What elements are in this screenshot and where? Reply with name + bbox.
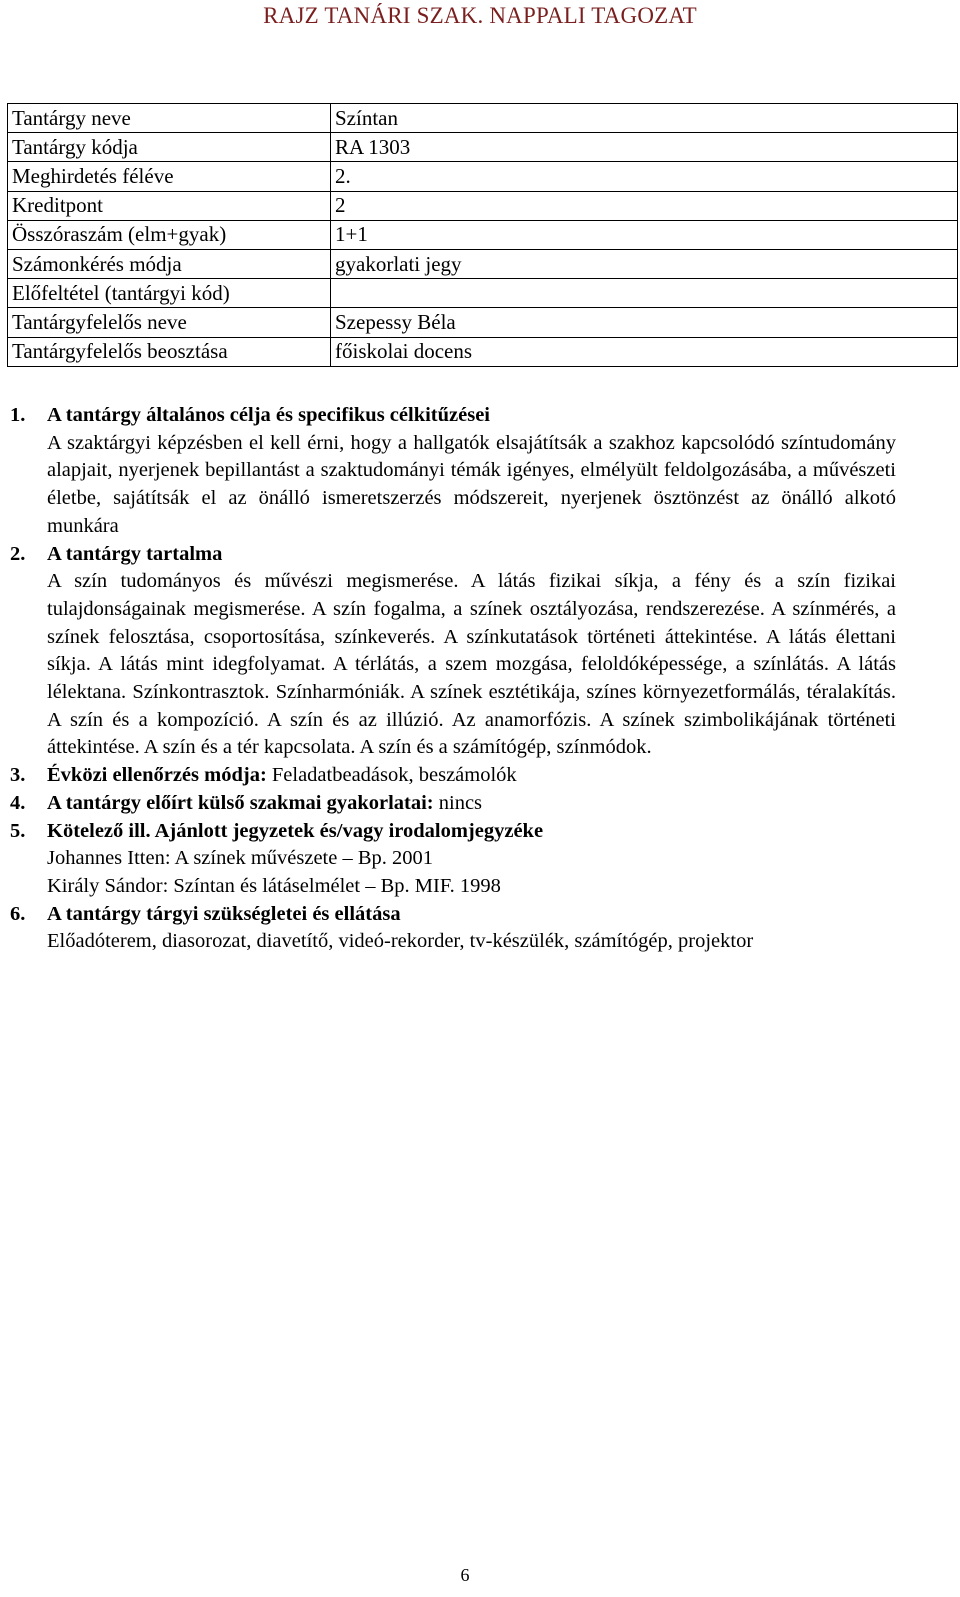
section-number: 6.	[10, 902, 26, 925]
section-2-text: A szín tudományos és művészi megismerése. A látás fizikai síkja, a fény és a szín fizikai tulajdonságainak megismerése. A szín fogalma, a színek osztályozása, rendszerezése. A színmérés, a színek felosztása, csoportosítása, színkeverés. A színkutatások történeti áttekintése. A látás élettani síkja. A látás mint idegfolyamat. A térlátás, a szem mozgása, feloldóképessége, a színlátás. A látás lélektana. Színkontrasztok. Színharmóniák. A színek esztétikája, színes környezetformálás, téralakítás. A szín és a kompozíció. A szín és az illúzió. Az anamorfózis. A színek szimbolikájának történeti áttekintése. A szín és a tér kapcsolata. A szín és a számítógép, színmódok.	[47, 570, 896, 759]
bibliography-item: Johannes Itten: A színek művészete – Bp. 2001	[47, 847, 434, 870]
section-number: 3.	[10, 764, 26, 787]
table-row	[8, 279, 958, 308]
row-label: Tantárgyfelelős neve	[8, 308, 331, 337]
row-value: 2.	[331, 162, 958, 191]
section-title: Évközi ellenőrzés módja:	[47, 764, 267, 787]
section-6-text: Előadóterem, diasorozat, diavetítő, videó-rekorder, tv-készülék, számítógép, projektor	[47, 930, 754, 953]
course-info-table	[7, 103, 958, 367]
section-5-heading	[10, 818, 896, 846]
document-body	[10, 402, 896, 956]
row-label: Tantárgyfelelős beosztása	[8, 337, 331, 366]
section-number: 5.	[10, 819, 26, 842]
section-number: 4.	[10, 791, 26, 814]
table-row	[8, 220, 958, 249]
row-label: Tantárgy neve	[8, 104, 331, 133]
section-1-heading	[10, 402, 896, 430]
table-row	[8, 104, 958, 133]
row-label: Kreditpont	[8, 191, 331, 220]
section-number: 1.	[10, 404, 26, 426]
table-row	[8, 308, 958, 337]
section-1-text: A szaktárgyi képzésben el kell érni, hogy a hallgatók elsajátítsák a szakhoz kapcsolódó színtudomány alapjait, nyerjenek bepillantást a szaktudományi témák igényes, elmélyült feldolgozásába, a művészeti életbe, sajátítsák el az önálló ismeretszerzés módszereit, nyerjenek ösztönzést az önálló alkotó munkára	[47, 431, 896, 537]
page-number: 6	[460, 1565, 470, 1585]
row-value: Szepessy Béla	[331, 308, 958, 337]
table-row	[8, 191, 958, 220]
row-label: Számonkérés módja	[8, 249, 331, 278]
section-title: A tantárgy általános célja és specifikus célkitűzései	[47, 404, 490, 426]
section-title: Kötelező ill. Ajánlott jegyzetek és/vagy irodalomjegyzéke	[47, 819, 544, 842]
row-value	[331, 279, 958, 308]
section-6-heading	[10, 901, 896, 929]
row-label: Előfeltétel (tantárgyi kód)	[8, 279, 331, 308]
bibliography-item: Király Sándor: Színtan és látáselmélet – Bp. MIF. 1998	[47, 874, 501, 897]
section-3-heading	[10, 762, 896, 790]
section-title: A tantárgy tárgyi szükségletei és ellátása	[47, 902, 401, 925]
row-value: Színtan	[331, 104, 958, 133]
table-row	[8, 133, 958, 162]
row-label: Tantárgy kódja	[8, 133, 331, 162]
section-value: nincs	[433, 791, 483, 814]
row-value: 1+1	[331, 220, 958, 249]
section-value: Feladatbeadások, beszámolók	[266, 764, 517, 787]
section-2-heading	[10, 541, 896, 569]
section-4-heading	[10, 790, 896, 818]
row-value: gyakorlati jegy	[331, 249, 958, 278]
table-row	[8, 337, 958, 366]
table-row	[8, 162, 958, 191]
row-value: RA 1303	[331, 133, 958, 162]
row-value: 2	[331, 191, 958, 220]
page-header: RAJZ TANÁRI SZAK. NAPPALI TAGOZAT	[263, 3, 697, 28]
row-label: Meghirdetés féléve	[8, 162, 331, 191]
table-row	[8, 249, 958, 278]
row-value: főiskolai docens	[331, 337, 958, 366]
row-label: Összóraszám (elm+gyak)	[8, 220, 331, 249]
section-title: A tantárgy tartalma	[47, 542, 223, 565]
section-number: 2.	[10, 542, 26, 565]
section-title: A tantárgy előírt külső szakmai gyakorlatai:	[47, 791, 434, 814]
